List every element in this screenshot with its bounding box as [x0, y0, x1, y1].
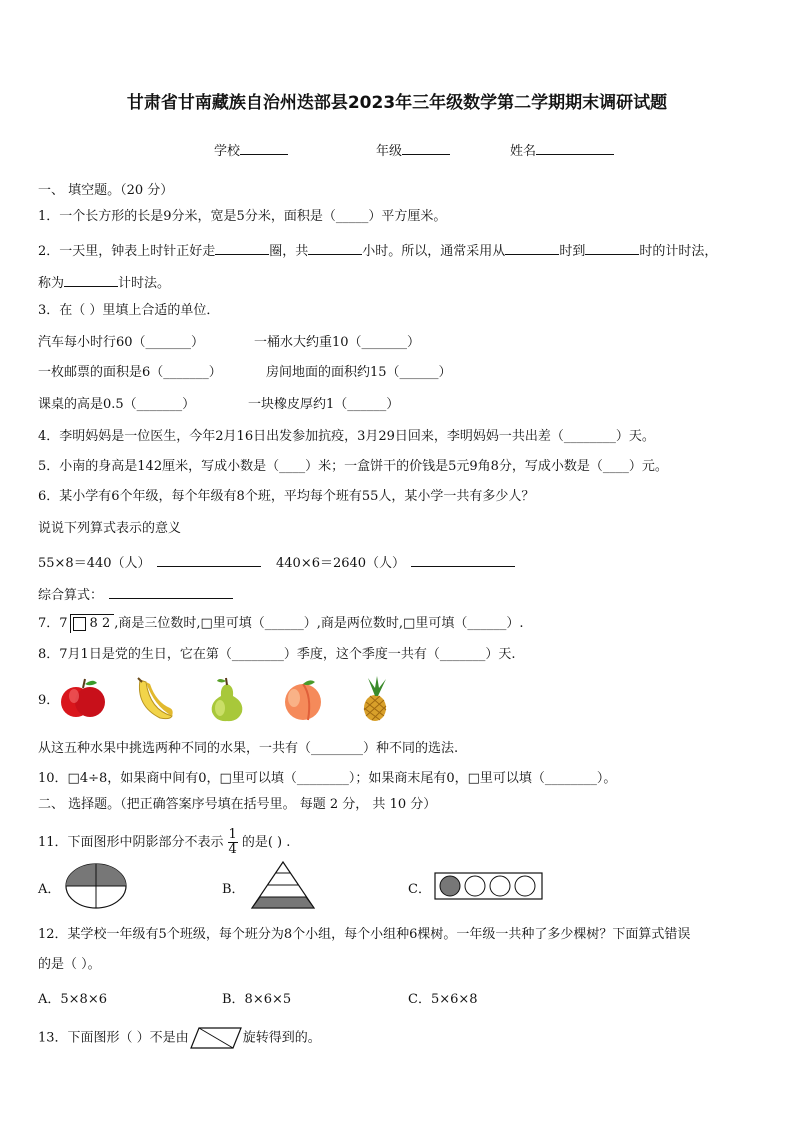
fraction-numerator: 1 [228, 827, 237, 842]
banana-icon [130, 676, 176, 722]
q6-combined-label: 综合算式： [38, 588, 104, 603]
pear-icon [204, 676, 250, 722]
q6-prompt: 说说下列算式表示的意义 [38, 521, 182, 536]
name-field [510, 140, 614, 161]
question-2-cont [38, 272, 170, 293]
pineapple-icon [352, 676, 398, 722]
school-label: 学校 [214, 144, 241, 159]
question-4: 4．李明妈妈是一位医生，今年2月16日出发参加抗疫，3月29日回来，李明妈妈一共出差（________）天。 [38, 429, 655, 444]
question-3: 3．在（ ）里填上合适的单位． [38, 303, 220, 318]
q2-text-a: 2．一天里，钟表上时针正好走 [38, 244, 216, 259]
fraction-denominator: 4 [228, 842, 237, 857]
q3-item-d: 房间地面的面积约15（______） [266, 365, 452, 380]
q6-expr-1 [38, 552, 261, 573]
q2-text-b: 圈，共 [269, 244, 309, 259]
question-1: 1．一个长方形的长是9分米，宽是5分米，面积是（_____）平方厘米。 [38, 209, 447, 224]
q7-divisor: 7．7 [38, 616, 68, 631]
question-9-number: 9． [38, 693, 60, 708]
circle-quarters-icon [64, 862, 128, 910]
q6-expr-2-text: 440×6＝2640（人） [276, 556, 406, 571]
question-13 [38, 1026, 321, 1050]
q12-option-c: C．5×6×8 [408, 992, 478, 1007]
triangle-layers-icon [250, 860, 316, 910]
division-bracket-icon [70, 614, 115, 633]
q13-text-b: 旋转得到的。 [242, 1030, 321, 1046]
question-12-cont: 的是（ ）。 [38, 957, 101, 972]
q3-item-c: 一枚邮票的面积是6（_______） [38, 365, 222, 380]
question-11 [38, 828, 290, 857]
q3-item-a: 汽车每小时行60（_______） [38, 335, 205, 350]
q2-text-e: 时的计时法， [639, 244, 718, 259]
q3-item-b: 一桶水大约重10（_______） [254, 335, 421, 350]
section-1-heading: 一、 填空题。（20 分） [38, 183, 174, 198]
q2-text-f: 称为 [38, 276, 65, 291]
q2-text-d: 时到 [559, 244, 586, 259]
question-6: 6．某小学有6个年级，每个年级有8个班，平均每个班有55人，某小学一共有多少人？ [38, 489, 535, 504]
name-label: 姓名 [510, 144, 537, 159]
peach-icon [280, 676, 326, 722]
question-8: 8．7月1日是党的生日，它在第（________）季度，这个季度一共有（_______）天. [38, 647, 516, 662]
parallelogram-icon [189, 1026, 243, 1050]
q9-question: 从这五种水果中挑选两种不同的水果，一共有（________）种不同的选法. [38, 741, 459, 756]
blank-box-icon [73, 617, 86, 631]
section-2-heading: 二、 选择题。（把正确答案序号填在括号里。 每题 2 分， 共 10 分） [38, 797, 437, 812]
q12-option-b: B．8×6×5 [222, 992, 292, 1007]
q3-item-e: 课桌的高是0.5（_______） [38, 397, 196, 412]
grade-field [376, 140, 450, 161]
apple-icon [60, 676, 106, 722]
q6-expr-1-text: 55×8＝440（人） [38, 556, 151, 571]
q11-text-a: 11．下面图形中阴影部分不表示 [38, 835, 224, 850]
q3-item-f: 一块橡皮厚约1（______） [248, 397, 400, 412]
q7-text: ,商是三位数时,□里可填（______）,商是两位数时,□里可填（______）. [114, 616, 524, 631]
q12-option-a: A．5×8×6 [38, 992, 107, 1007]
q11-option-a: A． [38, 882, 61, 897]
q2-text-g: 计时法。 [118, 276, 171, 291]
four-circles-icon [434, 872, 544, 900]
q11-text-b: 的是( ) . [241, 835, 291, 850]
q7-dividend: 8 2 [89, 616, 111, 631]
fraction [228, 828, 238, 857]
q11-option-b: B． [222, 882, 245, 897]
question-7 [38, 614, 523, 633]
page-title: 甘肃省甘南藏族自治州迭部县2023年三年级数学第二学期期末调研试题 [126, 93, 668, 113]
school-field [214, 140, 288, 161]
question-12: 12．某学校一年级有5个班级，每个班分为8个小组，每个小组种6棵树。一年级一共种了多少棵树？下面算式错误 [38, 927, 691, 942]
question-10: 10．□4÷8，如果商中间有0，□里可以填（________）；如果商末尾有0，□里可以填（________）。 [38, 771, 617, 786]
q6-combined [38, 584, 233, 605]
q11-option-c: C． [408, 882, 431, 897]
grade-label: 年级 [376, 144, 403, 159]
question-2 [38, 240, 717, 261]
q2-text-c: 小时。所以，通常采用从 [362, 244, 506, 259]
question-5: 5．小南的身高是142厘米，写成小数是（____）米；一盒饼干的价钱是5元9角8分，写成小数是（____）元。 [38, 459, 668, 474]
q13-text-a: 13．下面图形（ ）不是由 [38, 1030, 189, 1046]
q6-expr-2 [276, 552, 515, 573]
